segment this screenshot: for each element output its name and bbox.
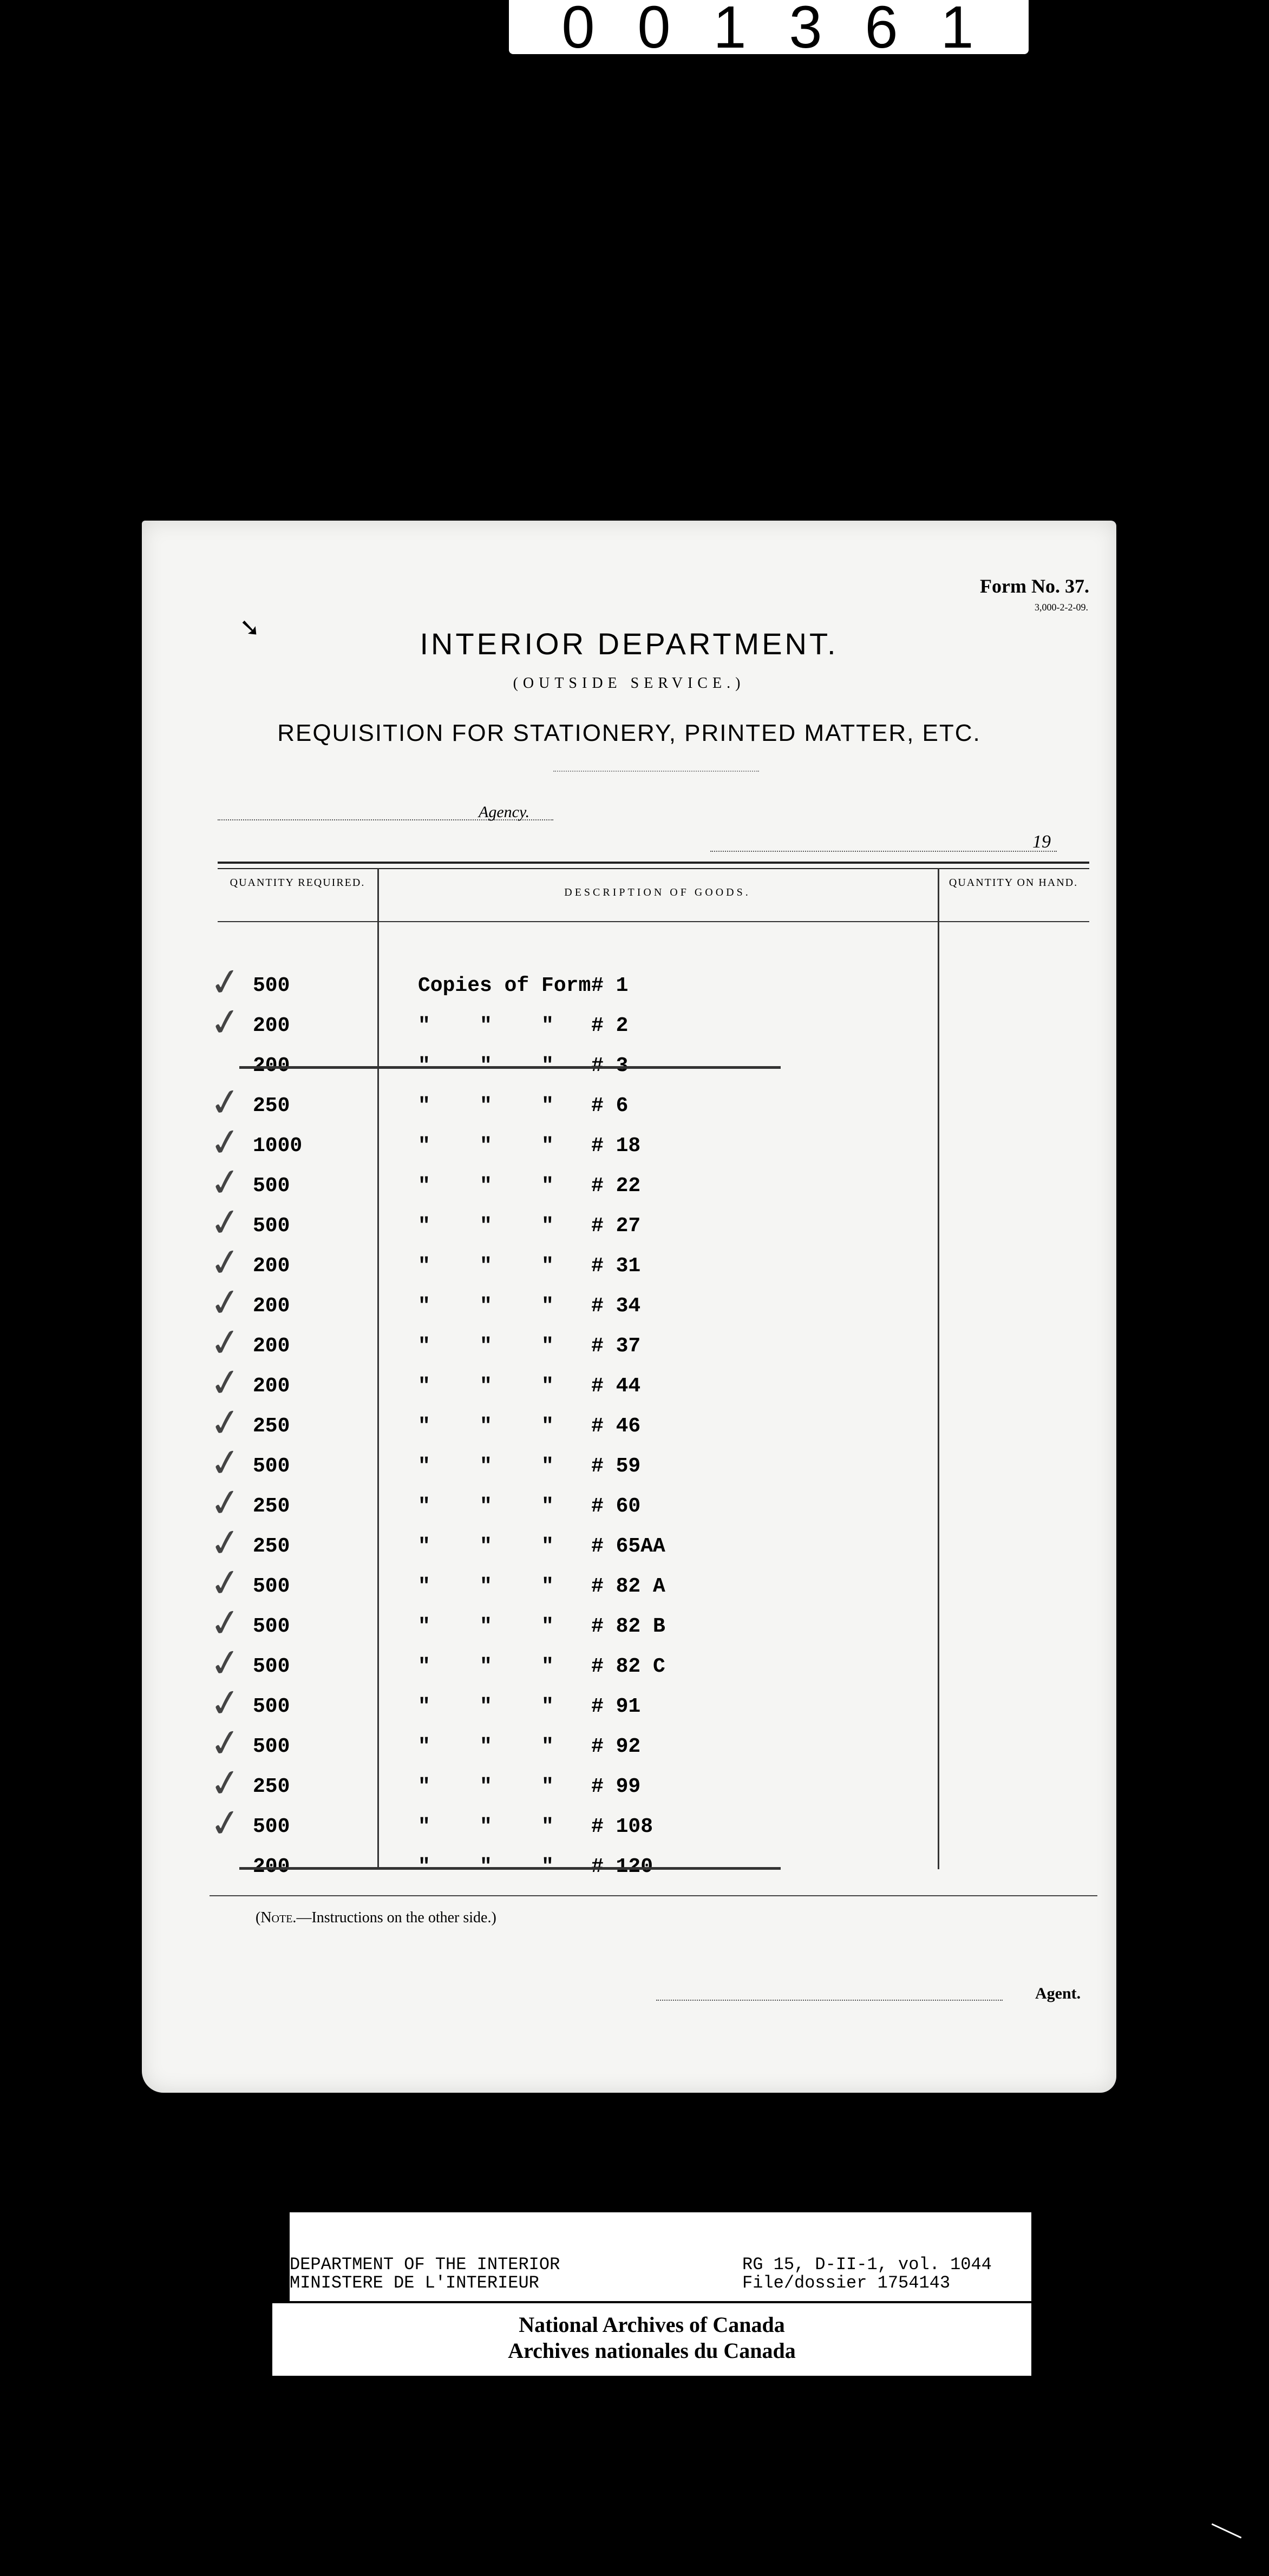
list-item (142, 1398, 1116, 1451)
row-form-number: # 82 B (591, 1615, 665, 1638)
checkmark-icon: ✓ (206, 1438, 245, 1487)
frame-digit: 3 (789, 0, 825, 61)
list-item (142, 1198, 1116, 1251)
row-quantity: 250 (253, 1535, 290, 1558)
header-quantity-on-hand: QUANTITY ON HAND. (949, 877, 1078, 889)
row-form-number: # 37 (591, 1335, 641, 1358)
row-quantity: 500 (253, 1615, 290, 1638)
row-form-number: # 3 (591, 1054, 629, 1077)
row-description: " " " (418, 1014, 554, 1037)
row-description: Copies of Form (418, 974, 591, 997)
row-form-number: # 1 (591, 974, 629, 997)
row-form-number: # 44 (591, 1375, 641, 1398)
archive-name-en: National Archives of Canada (519, 2312, 785, 2337)
list-item (142, 1078, 1116, 1131)
row-form-number: # 18 (591, 1134, 641, 1158)
row-quantity: 250 (253, 1495, 290, 1518)
table-top-rule-thin (218, 868, 1089, 869)
row-description: " " " (418, 1815, 554, 1838)
archive-ref-volume: RG 15, D-II-1, vol. 1044 (742, 2255, 992, 2275)
row-form-number: # 59 (591, 1455, 641, 1478)
list-item (142, 1118, 1116, 1171)
row-quantity: 200 (253, 1335, 290, 1358)
form-number: Form No. 37. (980, 575, 1089, 597)
checkmark-icon: ✓ (206, 1238, 245, 1287)
row-quantity: 500 (253, 1735, 290, 1758)
list-item (142, 1358, 1116, 1411)
checkmark-icon: ✓ (206, 1158, 245, 1207)
row-quantity: 250 (253, 1415, 290, 1438)
row-form-number: # 2 (591, 1014, 629, 1037)
row-description: " " " (418, 1735, 554, 1758)
list-item (142, 1799, 1116, 1852)
row-description: " " " (418, 1615, 554, 1638)
list-item (142, 1051, 1116, 1091)
row-description: " " " (418, 1575, 554, 1598)
row-description: " " " (418, 1134, 554, 1158)
list-item (142, 1238, 1116, 1291)
note-text: —Instructions on the other side.) (296, 1909, 496, 1926)
list-item (142, 1318, 1116, 1371)
row-form-number: # 120 (591, 1855, 653, 1878)
row-form-number: # 46 (591, 1415, 641, 1438)
row-description: " " " (418, 1254, 554, 1278)
requisition-form (142, 521, 1116, 2093)
list-item (142, 1559, 1116, 1612)
row-form-number: # 34 (591, 1294, 641, 1318)
header-description: DESCRIPTION OF GOODS. (564, 886, 751, 898)
service-subtitle: (OUTSIDE SERVICE.) (513, 675, 745, 692)
row-form-number: # 108 (591, 1815, 653, 1838)
checkmark-icon: ✓ (206, 1799, 245, 1848)
row-quantity: 1000 (253, 1134, 303, 1158)
row-form-number: # 60 (591, 1495, 641, 1518)
note-prefix: Note. (260, 1909, 297, 1926)
archive-ref-file: File/dossier 1754143 (742, 2273, 951, 2293)
list-item (142, 1158, 1116, 1211)
frame-digit: 0 (637, 0, 673, 61)
row-quantity: 200 (253, 1254, 290, 1278)
list-item (142, 998, 1116, 1051)
row-description: " " " (418, 1495, 554, 1518)
row-quantity: 200 (253, 1014, 290, 1037)
row-form-number: # 27 (591, 1214, 641, 1238)
row-form-number: # 65AA (591, 1535, 665, 1558)
checkmark-icon: ✓ (206, 958, 245, 1007)
row-form-number: # 92 (591, 1735, 641, 1758)
checkmark-icon: ✓ (206, 1639, 245, 1687)
checkmark-icon: ✓ (206, 1398, 245, 1447)
row-form-number: # 22 (591, 1174, 641, 1198)
header-rule (218, 921, 1089, 922)
checkmark-icon: ✓ (206, 1679, 245, 1727)
row-form-number: # 82 C (591, 1655, 665, 1678)
row-quantity: 500 (253, 1695, 290, 1718)
row-description: " " " (418, 1174, 554, 1198)
checkmark-icon: ✓ (206, 1559, 245, 1607)
checkmark-icon: ✓ (206, 1599, 245, 1647)
row-form-number: # 82 A (591, 1575, 665, 1598)
note (256, 1909, 496, 1927)
requisition-title: REQUISITION FOR STATIONERY, PRINTED MATTER, ETC. (277, 720, 981, 746)
strikethrough-line (239, 1066, 781, 1069)
checkmark-icon: ✓ (206, 1478, 245, 1527)
frame-digit: 1 (940, 0, 976, 61)
row-quantity: 250 (253, 1094, 290, 1118)
date-label: 19 (1032, 832, 1051, 852)
archive-dept-en: DEPARTMENT OF THE INTERIOR (290, 2255, 560, 2275)
row-quantity: 500 (253, 1214, 290, 1238)
row-quantity: 500 (253, 1174, 290, 1198)
list-item (142, 1719, 1116, 1772)
row-description: " " " (418, 1695, 554, 1718)
checkmark-icon: ✓ (206, 1118, 245, 1167)
strikethrough-line (239, 1867, 781, 1870)
row-quantity: 500 (253, 1655, 290, 1678)
row-quantity: 200 (253, 1294, 290, 1318)
row-description: " " " (418, 1375, 554, 1398)
checkmark-icon: ✓ (206, 998, 245, 1047)
agent-signature-blank (656, 2000, 1003, 2001)
frame-number (509, 0, 1029, 61)
checkmark-icon: ✓ (206, 1519, 245, 1567)
list-item (142, 1639, 1116, 1692)
row-quantity: 500 (253, 1575, 290, 1598)
corner-mark (1212, 2503, 1251, 2538)
list-item (142, 1519, 1116, 1572)
form-print-code: 3,000-2-2-09. (1035, 602, 1088, 613)
list-item (142, 1278, 1116, 1331)
row-form-number: # 31 (591, 1254, 641, 1278)
row-quantity: 500 (253, 1815, 290, 1838)
row-description: " " " (418, 1214, 554, 1238)
list-item (142, 958, 1116, 1011)
list-item (142, 1759, 1116, 1812)
row-form-number: # 91 (591, 1695, 641, 1718)
row-description: " " " (418, 1335, 554, 1358)
row-description: " " " (418, 1094, 554, 1118)
archive-name-fr: Archives nationales du Canada (508, 2338, 796, 2363)
row-form-number: # 6 (591, 1094, 629, 1118)
archive-name-label (272, 2303, 1031, 2376)
note-open: ( (256, 1909, 261, 1926)
checkmark-icon: ✓ (206, 1198, 245, 1247)
archive-dept-fr: MINISTERE DE L'INTERIEUR (290, 2273, 539, 2293)
row-quantity: 200 (253, 1375, 290, 1398)
checkmark-icon: ✓ (206, 1278, 245, 1327)
decorative-divider (553, 771, 759, 772)
frame-digit: 6 (865, 0, 900, 61)
arrow-mark-icon: ➘ (239, 614, 260, 641)
row-description: " " " (418, 1455, 554, 1478)
date-blank (710, 851, 1057, 852)
checkmark-icon: ✓ (206, 1078, 245, 1127)
checkmark-icon: ✓ (206, 1358, 245, 1407)
list-item (142, 1679, 1116, 1732)
checkmark-icon: ✓ (206, 1719, 245, 1767)
list-item (142, 1852, 1116, 1892)
row-description: " " " (418, 1054, 554, 1077)
row-description: " " " (418, 1655, 554, 1678)
agent-label: Agent. (1035, 1984, 1081, 2002)
row-description: " " " (418, 1535, 554, 1558)
row-description: " " " (418, 1294, 554, 1318)
row-quantity: 200 (253, 1054, 290, 1077)
frame-digit: 1 (713, 0, 749, 61)
list-item (142, 1599, 1116, 1652)
table-top-rule (218, 862, 1089, 864)
checkmark-icon: ✓ (206, 1318, 245, 1367)
archive-reference-label (290, 2212, 1031, 2301)
frame-digit: 0 (561, 0, 597, 61)
row-quantity: 250 (253, 1775, 290, 1798)
table-bottom-rule (210, 1895, 1097, 1896)
header-quantity-required: QUANTITY REQUIRED. (230, 877, 365, 889)
row-description: " " " (418, 1855, 554, 1878)
row-quantity: 500 (253, 1455, 290, 1478)
checkmark-icon: ✓ (206, 1759, 245, 1808)
list-item (142, 1438, 1116, 1491)
agency-label: Agency. (479, 803, 530, 821)
row-description: " " " (418, 1415, 554, 1438)
row-quantity: 200 (253, 1855, 290, 1878)
row-description: " " " (418, 1775, 554, 1798)
row-form-number: # 99 (591, 1775, 641, 1798)
department-title: INTERIOR DEPARTMENT. (420, 627, 839, 661)
row-quantity: 500 (253, 974, 290, 997)
list-item (142, 1478, 1116, 1532)
